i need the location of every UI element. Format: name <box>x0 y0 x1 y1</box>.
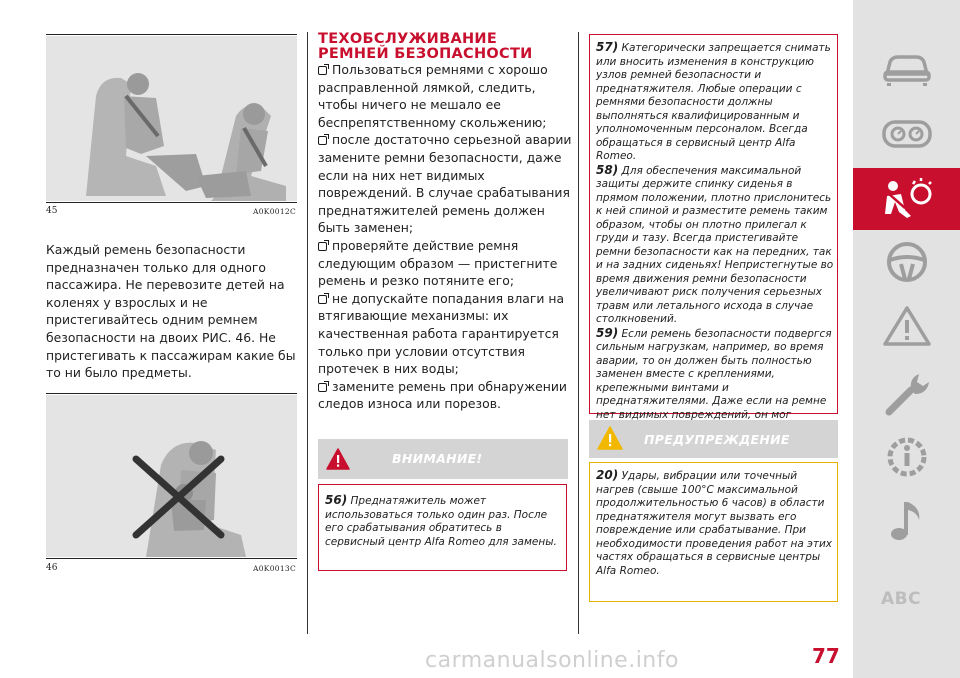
list-item: после достаточно серьезной аварии замените ремни безопасности, даже если на них нет видимых повреждений. В случае срабатывания преднатяжителей ремень должен быть заменен; <box>318 132 572 236</box>
sidebar-item-dashboard[interactable] <box>853 104 960 166</box>
figure-46-image <box>46 395 297 557</box>
warning-box <box>318 484 567 571</box>
figure-number: 46 <box>46 563 58 573</box>
bullet-icon <box>318 136 327 145</box>
car-icon <box>881 48 933 88</box>
caution-text: 20) Удары, вибрации или точечный нагрев (свыше 100°C максимальной продолжительностью 6 часов) в области преднатяжителя могут вызвать его повреждение или срабатывание. При необходимости проведения работ на этих частях обращаться в сервисные центры Alfa Romeo. <box>596 468 833 577</box>
music-note-icon <box>881 496 933 546</box>
note-item: 57) Категорически запрещается снимать или вносить изменения в конструкцию узлов ремней безопасности и преднатяжителя. Любые операции с ремнями безопасности должны выполняться квалифицированным и уполномоченным персоналом. Всегда обращаться в сервисный центр Alfa Romeo. <box>596 40 831 162</box>
sidebar-item-index[interactable]: ABC <box>881 589 922 609</box>
column-divider <box>307 32 308 634</box>
warning-text: 56) Преднатяжитель может использоваться только один раз. После его срабатывания обратитесь в сервисный центр Alfa Romeo для замены. <box>325 493 557 548</box>
figure-code: A0K0012C <box>253 207 297 216</box>
caution-triangle-icon <box>597 426 623 450</box>
sidebar-item-steering[interactable] <box>853 232 960 294</box>
caution-header <box>589 420 838 458</box>
list-item: Пользоваться ремнями с хорошо расправленной лямкой, следить, чтобы ничего не мешало ее беспрепятственному скольжению; <box>318 62 548 130</box>
note-item: 59) Если ремень безопасности подвергся сильным нагрузкам, например, во время аварии, то он должен быть полностью заменен вместе с креплениями, крепежными винтами и преднатяжителями. Даже если на ремне нет видимых повреждений, он мог <box>596 325 832 421</box>
warning-triangle-icon <box>881 304 933 348</box>
note-number: 56) <box>325 493 348 507</box>
figure-top-rule <box>46 34 297 35</box>
chapter-sidebar <box>853 0 960 678</box>
bullet-icon <box>318 383 327 392</box>
warning-triangle-icon <box>326 448 350 470</box>
steering-wheel-icon <box>881 240 933 284</box>
figure-number: 45 <box>46 206 58 216</box>
bullet-icon <box>318 295 327 304</box>
caution-label: ПРЕДУПРЕЖДЕНИЕ <box>644 432 790 447</box>
seatbelt-airbag-icon <box>881 176 933 220</box>
warning-header <box>318 439 568 479</box>
watermark: carmanualsonline.info <box>425 648 679 673</box>
note-number: 57) <box>596 40 619 54</box>
sidebar-item-warnings[interactable] <box>853 296 960 358</box>
dashboard-icon <box>881 112 933 152</box>
info-gear-icon <box>881 432 933 482</box>
note-number: 58) <box>596 162 619 177</box>
bullet-icon <box>318 242 327 251</box>
sidebar-item-technical-data[interactable] <box>853 424 960 486</box>
figure-top-rule <box>46 393 297 394</box>
note-number: 20) <box>596 468 619 482</box>
bullet-icon <box>318 66 327 75</box>
section-title: ТЕХОБСЛУЖИВАНИЕ РЕМНЕЙ БЕЗОПАСНОСТИ <box>318 31 533 62</box>
note-item: 58) Для обеспечения максимальной защиты держите спинку сиденья в прямом положении, плотно прислонитесь к ней спиной и разместите ремень таким образом, чтобы он плотно прилегал к груди и тазу. Всегда пристегивайте ремни безопасности как на передних, так и на задних сиденьях! Непристегнутые во время движения ремни безопасности увеличивают риск получения серьезных травм или летального исхода в случае столкновений. <box>596 162 834 325</box>
maintenance-list <box>318 61 573 413</box>
notes-text <box>596 41 834 436</box>
figure-bottom-rule <box>46 558 297 559</box>
figure-code: A0K0013C <box>253 564 297 573</box>
sidebar-item-safety[interactable] <box>853 168 960 230</box>
wrench-icon <box>881 368 933 418</box>
column-divider <box>578 32 579 634</box>
caution-box <box>589 462 838 602</box>
page-number: 77 <box>812 644 840 668</box>
seatbelt-usage-paragraph: Каждый ремень безопасности предназначен только для одного пассажира. Не перевозите детей на коленях у взрослых и не пристегивайтесь одним ремнем безопасности на двоих РИС. 46. Не пристегивать к пассажирам какие бы то ни было предметы. <box>46 242 296 381</box>
list-item: проверяйте действие ремня следующим образом — пристегните ремень и резко потяните его; <box>318 237 558 289</box>
note-number: 59) <box>596 325 619 340</box>
warning-label: ВНИМАНИЕ! <box>392 451 483 466</box>
sidebar-item-maintenance[interactable] <box>853 360 960 422</box>
sidebar-item-multimedia[interactable] <box>853 488 960 550</box>
figure-45-image <box>46 36 297 201</box>
figure-bottom-rule <box>46 202 297 203</box>
notes-box <box>589 34 838 421</box>
sidebar-item-car[interactable] <box>853 40 960 102</box>
list-item: не допускайте попадания влаги на втягивающие механизмы: их качественная работа гарантируется только при условии отсутствия протечек в них воды; <box>318 290 565 377</box>
list-item: замените ремень при обнаружении следов износа или порезов. <box>318 378 567 412</box>
